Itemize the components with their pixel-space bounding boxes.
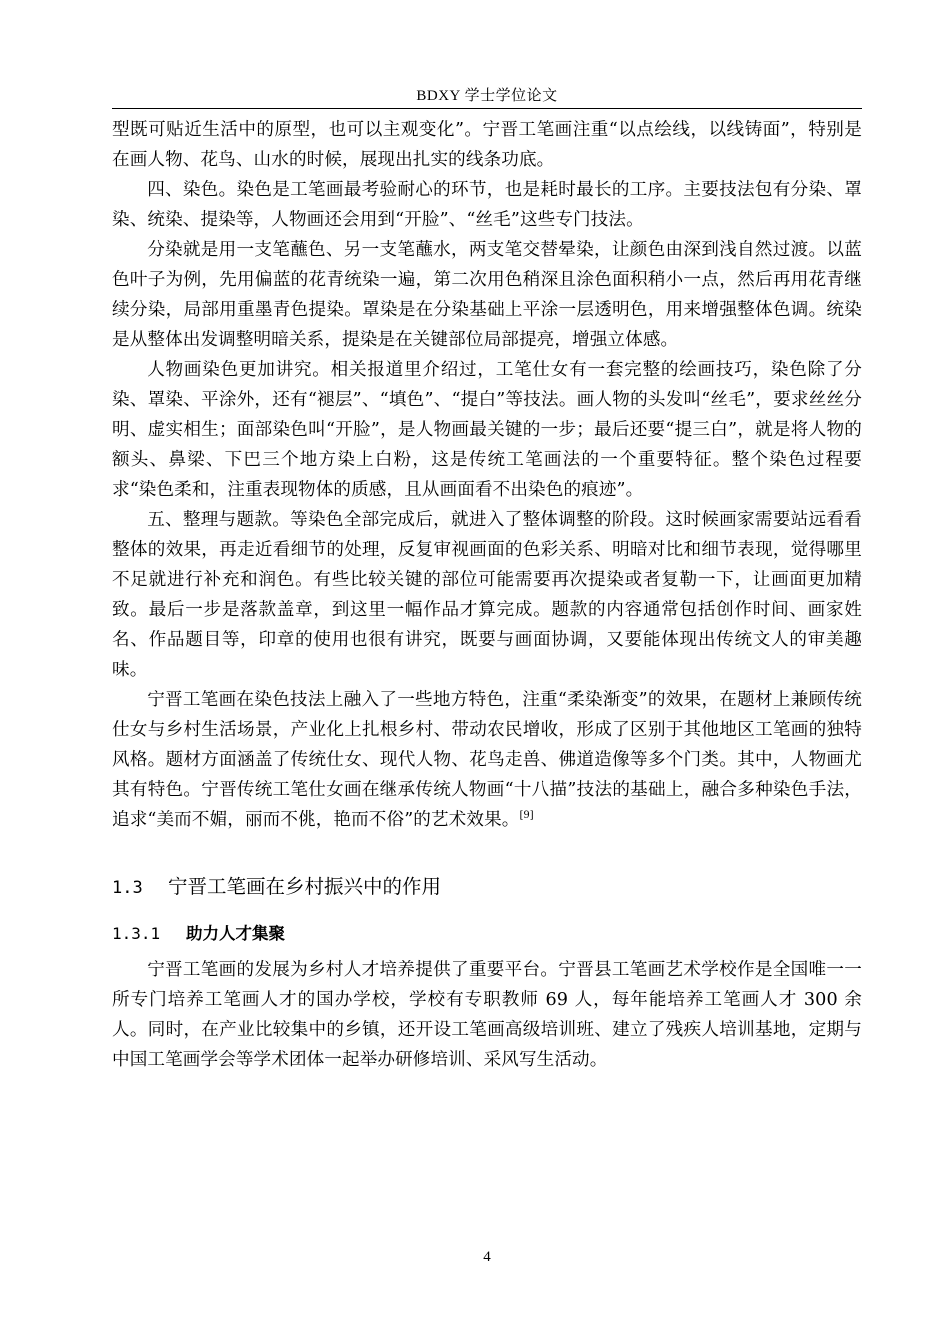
body-paragraph: 分染就是用一支笔蘸色、另一支笔蘸水，两支笔交替晕染，让颜色由深到浅自然过渡。以蓝色叶子为例，先用偏蓝的花青统染一遍，第二次用色稍深且涂色面积稍小一点，然后再用花青继续分染，局部用重墨青色提染。罩染是在分染基础上平涂一层透明色，用来增强整体色调。统染是从整体出发调整明暗关系，提染是在关键部位局部提亮，增强立体感。 <box>112 240 862 350</box>
section-number: 1.3 <box>112 878 143 898</box>
body-paragraph: 人物画染色更加讲究。相关报道里介绍过，工笔仕女有一套完整的绘画技巧，染色除了分染、罩染、平涂外，还有“褪层”、“填色”、“提白”等技法。画人物的头发叫“丝毛”，要求丝丝分明、虚实相生；面部染色叫“开脸”，是人物画最关键的一步；最后还要“提三白”，就是将人物的额头、鼻梁、下巴三个地方染上白粉，这是传统工笔画法的一个重要特征。整个染色过程要求“染色柔和，注重表现物体的质感，且从画面看不出染色的痕迹”。 <box>112 360 862 500</box>
citation-marker: [9] <box>519 810 534 822</box>
subsection-heading <box>112 919 862 949</box>
body-paragraph-with-citation <box>112 685 862 835</box>
section-heading <box>112 871 862 901</box>
header-rule <box>112 108 862 109</box>
section-title: 宁晋工笔画在乡村振兴中的作用 <box>168 875 442 898</box>
body-paragraph: 宁晋工笔画的发展为乡村人才培养提供了重要平台。宁晋县工笔画艺术学校作是全国唯一一所专门培养工笔画人才的国办学校，学校有专职教师 69 人，每年能培养工笔画人才 300 余人。同时，在产业比较集中的乡镇，还开设工笔画高级培训班、建立了残疾人培训基地，定期与中国工笔画学会等学术团体一起举办研修培训、采风写生活动。 <box>112 960 862 1070</box>
page-body <box>112 115 862 1075</box>
subsection-number: 1.3.1 <box>112 924 161 943</box>
subsection-title: 助力人才集聚 <box>186 924 285 943</box>
body-paragraph: 五、整理与题款。等染色全部完成后，就进入了整体调整的阶段。这时候画家需要站远看看整体的效果，再走近看细节的处理，反复审视画面的色彩关系、明暗对比和细节表现，觉得哪里不足就进行补充和润色。有些比较关键的部位可能需要再次提染或者复勒一下，让画面更加精致。最后一步是落款盖章，到这里一幅作品才算完成。题款的内容通常包括创作时间、画家姓名、作品题目等，印章的使用也很有讲究，既要与画面协调，又要能体现出传统文人的审美趣味。 <box>112 510 862 680</box>
page-number: 4 <box>483 1249 491 1265</box>
running-header: BDXY 学士学位论文 <box>416 88 558 104</box>
paragraph-text: 宁晋工笔画在染色技法上融入了一些地方特色，注重“柔染渐变”的效果，在题材上兼顾传统仕女与乡村生活场景，产业化上扎根乡村、带动农民增收，形成了区别于其他地区工笔画的独特风格。题材方面涵盖了传统仕女、现代人物、花鸟走兽、佛道造像等多个门类。其中，人物画尤其有特色。宁晋传统工笔仕女画在继承传统人物画“十八描”技法的基础上，融合多种染色手法，追求“美而不媚，丽而不佻，艳而不俗”的艺术效果。 <box>112 690 862 830</box>
body-paragraph: 四、染色。染色是工笔画最考验耐心的环节，也是耗时最长的工序。主要技法包有分染、罩染、统染、提染等，人物画还会用到“开脸”、“丝毛”这些专门技法。 <box>112 180 862 230</box>
body-paragraph: 型既可贴近生活中的原型，也可以主观变化”。宁晋工笔画注重“以点绘线，以线铸面”，特别是在画人物、花鸟、山水的时候，展现出扎实的线条功底。 <box>112 120 862 170</box>
